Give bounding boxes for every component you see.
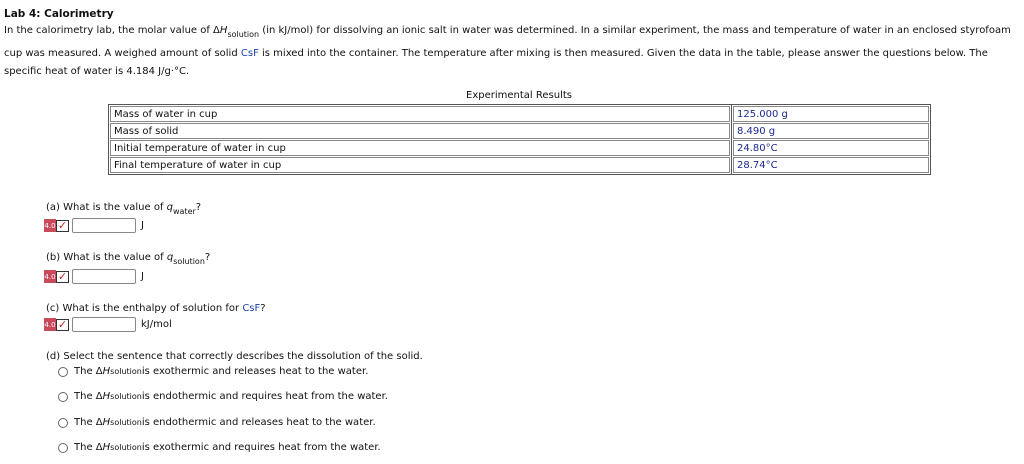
check-icon: ✓ xyxy=(57,269,68,283)
answer-c-unit: kJ/mol xyxy=(141,319,172,330)
option-h: H xyxy=(102,417,111,428)
option-sub: solution xyxy=(110,367,142,376)
option-h: H xyxy=(102,442,111,453)
check-icon: ✓ xyxy=(57,317,68,331)
option-1[interactable] xyxy=(58,366,368,377)
table-row-value: 28.74°C xyxy=(733,157,929,173)
score-value: 4.0 xyxy=(44,318,56,331)
results-values-table xyxy=(731,104,931,175)
question-c xyxy=(46,303,266,314)
option-h: H xyxy=(102,391,111,402)
table-row-label: Mass of solid xyxy=(110,123,730,139)
score-badge xyxy=(44,270,70,283)
question-b-suffix: ? xyxy=(204,252,211,263)
option-2[interactable] xyxy=(58,391,388,402)
option-post: is endothermic and releases heat to the water. xyxy=(141,417,376,428)
question-a-suffix: ? xyxy=(195,202,202,213)
score-value: 4.0 xyxy=(44,270,56,283)
table-row-label: Final temperature of water in cup xyxy=(110,157,730,173)
option-h: H xyxy=(102,366,111,377)
answer-c-input[interactable] xyxy=(72,317,136,332)
option-post: is exothermic and requires heat from the water. xyxy=(141,442,381,453)
intro-h-symbol: H xyxy=(219,25,228,36)
answer-a-unit: J xyxy=(141,220,144,231)
option-sub: solution xyxy=(110,443,142,452)
option-text: The Δ xyxy=(74,391,103,402)
question-a-sub: water xyxy=(173,207,196,216)
answer-b-row xyxy=(44,269,144,284)
question-a-text: (a) What is the value of xyxy=(46,202,167,213)
option-sub: solution xyxy=(110,418,142,427)
answer-a-row xyxy=(44,218,144,233)
question-c-salt: CsF xyxy=(242,303,261,314)
answer-b-unit: J xyxy=(141,271,144,282)
table-row-label: Mass of water in cup xyxy=(110,106,730,122)
table-row-value: 8.490 g xyxy=(733,123,929,139)
question-c-suffix: ? xyxy=(260,303,266,314)
radio-button[interactable] xyxy=(58,418,68,428)
option-text: The Δ xyxy=(74,442,103,453)
check-icon: ✓ xyxy=(57,218,68,232)
radio-button[interactable] xyxy=(58,443,68,453)
score-badge xyxy=(44,318,70,331)
question-b-var: q xyxy=(166,252,174,263)
option-sub: solution xyxy=(110,392,142,401)
option-3[interactable] xyxy=(58,417,376,428)
intro-text-1: In the calorimetry lab, the molar value of Δ xyxy=(4,25,220,36)
answer-a-input[interactable] xyxy=(72,218,136,233)
question-b xyxy=(46,252,210,266)
table-title: Experimental Results xyxy=(466,90,572,101)
table-row-label: Initial temperature of water in cup xyxy=(110,140,730,156)
question-a xyxy=(46,202,201,216)
option-text: The Δ xyxy=(74,417,103,428)
table-row-value: 24.80°C xyxy=(733,140,929,156)
problem-intro xyxy=(4,22,1016,82)
results-labels-table xyxy=(108,104,732,175)
intro-h-subscript: solution xyxy=(227,30,260,39)
score-value: 4.0 xyxy=(44,219,56,232)
salt-name: CsF xyxy=(240,47,259,59)
answer-b-input[interactable] xyxy=(72,269,136,284)
option-post: is endothermic and requires heat from the water. xyxy=(141,391,388,402)
page-title: Lab 4: Calorimetry xyxy=(4,8,114,20)
intro-text-2: (in kJ/mol) for dissolving an ionic salt in water was determined. In a similar experiment, the mass and temperature of water in an enclosed styrofoam cup was measured. A weighed amount of solid xyxy=(4,25,1011,59)
option-4[interactable] xyxy=(58,442,381,453)
question-a-var: q xyxy=(166,202,173,213)
table-row-value: 125.000 g xyxy=(733,106,929,122)
question-c-text: (c) What is the enthalpy of solution for xyxy=(46,303,243,314)
intro-text-3: is mixed into the container. The temperature after mixing is then measured. Given the data in the table, please answer the questions below. The specific heat of water is 4.184 J/g·°C. xyxy=(4,47,988,77)
question-d: (d) Select the sentence that correctly describes the dissolution of the solid. xyxy=(46,351,423,362)
score-badge xyxy=(44,219,70,232)
question-b-sub: solution xyxy=(173,257,205,266)
option-text: The Δ xyxy=(74,366,103,377)
answer-c-row xyxy=(44,317,172,332)
option-post: is exothermic and releases heat to the water. xyxy=(141,366,369,377)
question-b-text: (b) What is the value of xyxy=(46,252,167,263)
radio-button[interactable] xyxy=(58,367,68,377)
radio-button[interactable] xyxy=(58,392,68,402)
